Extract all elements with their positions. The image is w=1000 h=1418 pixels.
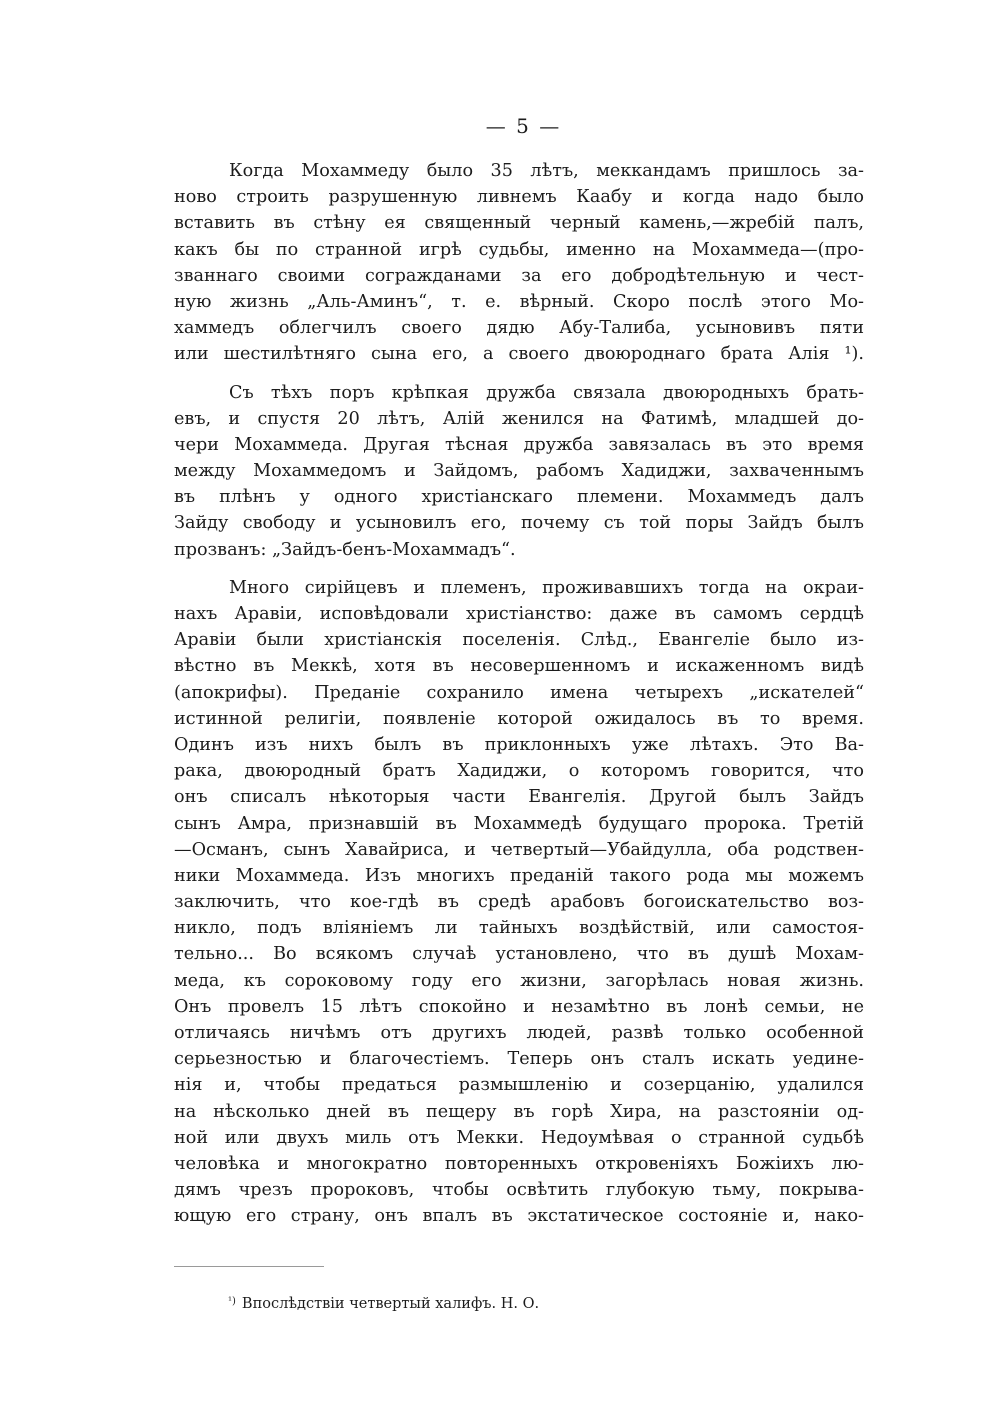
text-line: Аравіи были христіанскія поселенія. Слѣд., Евангеліе было из- <box>174 630 864 651</box>
paragraph-3 <box>174 575 864 1230</box>
text-line: истинной религіи, появленіе которой ожидалось въ то время. <box>174 708 864 729</box>
text-line: евъ, и спустя 20 лѣтъ, Алій женился на Фатимѣ, младшей до- <box>174 408 864 429</box>
footnote-marker: ¹) <box>228 1296 236 1307</box>
paragraph-gap <box>174 563 864 575</box>
text-line: дямъ чрезъ пророковъ, чтобы освѣтить глубокую тьму, покрыва- <box>174 1180 864 1201</box>
text-line: никло, подъ вліяніемъ ли тайныхъ воздѣйствій, или самостоя- <box>174 918 864 939</box>
text-line: ники Мохаммеда. Изъ многихъ преданій такого рода мы можемъ <box>174 865 864 886</box>
text-line: или шестилѣтняго сына его, а своего двоюроднаго брата Алія ¹). <box>174 344 864 365</box>
text-line: вѣстно въ Меккѣ, хотя въ несовершенномъ и искаженномъ видѣ <box>174 656 864 677</box>
text-line: званнаго своими согражданами за его добродѣтельную и чест- <box>174 265 864 286</box>
text-line: вставить въ стѣну ея священный черный камень,—жребій палъ, <box>174 213 864 234</box>
text-line: Съ тѣхъ поръ крѣпкая дружба связала двоюродныхъ брать- <box>229 382 864 403</box>
text-line: рака, двоюродный братъ Хадиджи, о которомъ говорится, что <box>174 761 864 782</box>
text-line: серьезностью и благочестіемъ. Теперь онъ сталъ искать уедине- <box>174 1049 864 1070</box>
text-line: Зайду свободу и усыновилъ его, почему съ той поры Зайдъ былъ <box>174 513 864 534</box>
text-line: ющую его страну, онъ впалъ въ экстатическое состояніе и, нако- <box>174 1206 864 1227</box>
text-line: чери Мохаммеда. Другая тѣсная дружба завязалась въ это время <box>174 434 864 455</box>
text-line: нія и, чтобы предаться размышленію и созерцанію, удалился <box>174 1075 864 1096</box>
text-line: (апокрифы). Преданіе сохранило имена четырехъ „искателей“ <box>174 682 864 703</box>
text-line: отличаясь ничѣмъ отъ другихъ людей, развѣ только особенной <box>174 1023 864 1043</box>
footnote-text: Впослѣдствіи четвертый халифъ. Н. О. <box>241 1296 540 1312</box>
body-text <box>174 158 864 1230</box>
text-line: тельно... Во всякомъ случаѣ установлено, что въ душѣ Мохам- <box>174 944 864 965</box>
text-line: ново строить разрушенную ливнемъ Каабу и когда надо было <box>174 187 864 208</box>
text-line: прозванъ: „Зайдъ-бенъ-Мохаммадъ“. <box>174 539 516 560</box>
text-line: хаммедъ облегчилъ своего дядю Абу-Талиба, усыновивъ пяти <box>174 318 864 339</box>
paragraph-1 <box>174 158 864 368</box>
text-line: на нѣсколько дней въ пещеру въ горѣ Хира, на разстояніи од- <box>174 1101 864 1122</box>
text-line: онъ списалъ нѣкоторыя части Евангелія. Другой былъ Зайдъ <box>174 787 864 808</box>
text-line: между Мохаммедомъ и Зайдомъ, рабомъ Хадиджи, захваченнымъ <box>174 461 864 482</box>
text-line: Когда Мохаммеду было 35 лѣтъ, меккандамъ пришлось за- <box>229 161 864 181</box>
text-line: —Османъ, сынъ Хавайриса, и четвертый—Убайдулла, оба родствен- <box>174 839 864 860</box>
text-line: какъ бы по странной игрѣ судьбы, именно на Мохаммеда—(про- <box>174 239 864 260</box>
text-line: Одинъ изъ нихъ былъ въ приклонныхъ уже лѣтахъ. Это Ва- <box>174 734 864 755</box>
text-line: меда, къ сороковому году его жизни, загорѣлась новая жизнь. <box>174 970 864 991</box>
text-line: сынъ Амра, признавшій въ Мохаммедѣ будущаго пророка. Третій <box>174 813 864 834</box>
text-line: въ плѣнъ у одного христіанскаго племени. Мохаммедъ далъ <box>174 487 864 508</box>
text-line: ную жизнь „Аль-Аминъ“, т. е. вѣрный. Скоро послѣ этого Мо- <box>174 291 864 312</box>
paragraph-2 <box>174 380 864 563</box>
footnote-divider <box>174 1266 324 1267</box>
text-line: нахъ Аравіи, исповѣдовали христіанство: даже въ самомъ сердцѣ <box>174 604 864 624</box>
text-line: Онъ провелъ 15 лѣтъ спокойно и незамѣтно въ лонѣ семьи, не <box>174 996 864 1017</box>
text-line: Много сирійцевъ и племенъ, проживавшихъ тогда на окраи- <box>229 577 864 598</box>
page-number: — 5 — <box>485 114 562 138</box>
text-line: ной или двухъ миль отъ Мекки. Недоумѣвая о странной судьбѣ <box>174 1127 864 1148</box>
text-line: заключить, что кое-гдѣ въ средѣ арабовъ богоискательство воз- <box>174 892 864 913</box>
paragraph-gap <box>174 368 864 380</box>
footnote <box>228 1293 539 1313</box>
text-line: человѣка и многократно повторенныхъ откровеніяхъ Божіихъ лю- <box>174 1153 864 1174</box>
